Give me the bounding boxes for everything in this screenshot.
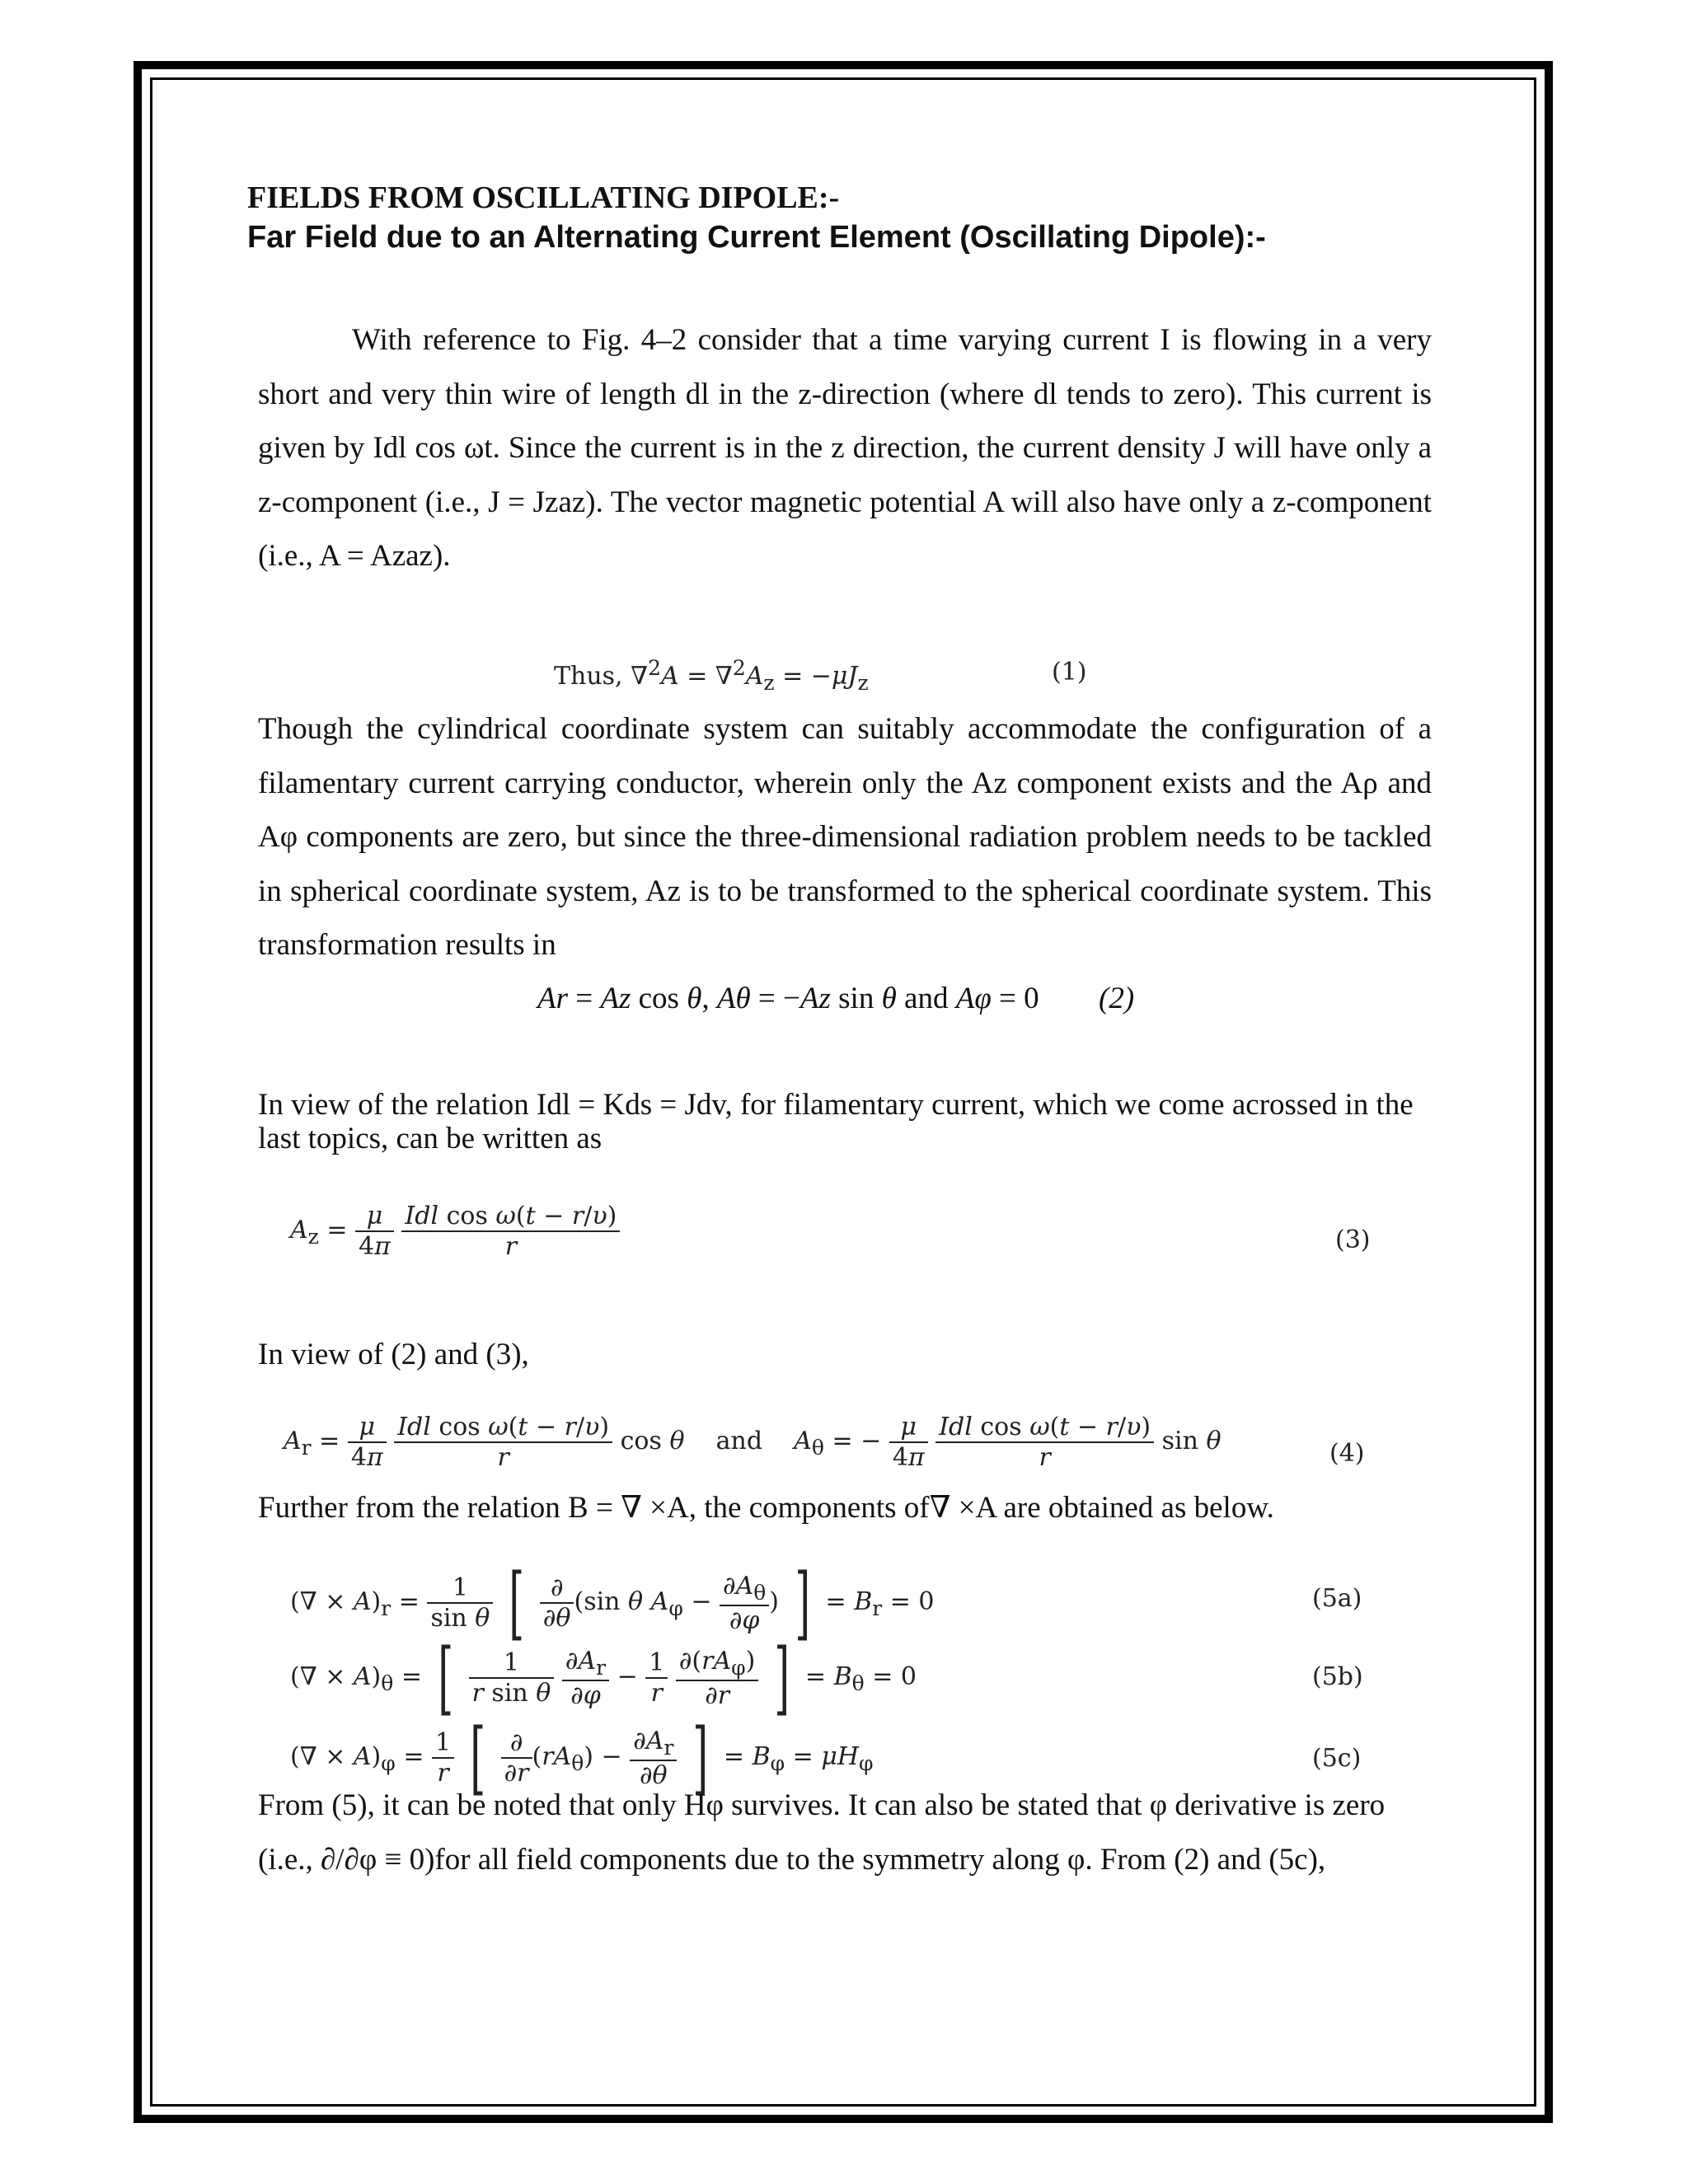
equation-4: $A_r$ = $\frac{\mu}{4\pi}$ $\frac{\text{Idl cos ω(t − r/υ)}}{r}$ cos θ and $A_\theta$ = − $\frac{\mu}{4\pi}$ $\frac{\text{Idl cos ω(t − r/υ)}}{r}$ sin θ [284, 1413, 1221, 1472]
paragraph-1: With reference to Fig. 4–2 consider that a time varying current I is flowing in a very short and very thin wire of length dl in the z-direction (where dl tends to zero). This current is given by Idl cos ωt. Since the current is in the z direction, the current density J will have only a z-component (i.e., J = Jzaz). The vector magnetic potential A will also have only a z-component (i.e., A = Azaz). [258, 323, 1432, 573]
equation-4-label: (4) [1329, 1439, 1365, 1468]
equation-1: Thus, $\nabla^2A = \nabla^2A_z = -\mu J_z$ [554, 656, 869, 695]
equation-3-label: (3) [1335, 1226, 1371, 1254]
equation-5a-label: (5a) [1312, 1584, 1362, 1613]
equation-1-label: (1) [1052, 658, 1087, 687]
equation-5c: (∇ × $A)_\varphi$ = $\frac{1}{r}$ [ $\frac{\partial}{\partial r}$ $(rA_\theta)$ − $\frac{\partial A_r}{\partial\theta}$ ] = $B_\varphi = \mu H_\varphi$ [290, 1712, 874, 1804]
equation-2-label: (2) [1099, 982, 1135, 1015]
paragraph-2: Though the cylindrical coordinate system can suitably accommodate the configuration of a filamentary current carrying conductor, wherein only the Az component exists and the Aρ and Aφ components are zero, but since the three-dimensional radiation problem needs to be tackled in spherical coordinate system, Az is to be transformed to the spherical coordinate system. This transformation results in [258, 712, 1432, 962]
paragraph-4: In view of (2) and (3), [258, 1338, 529, 1371]
equation-3: $A_z$ = $\frac{\mu}{4\pi}$ $\frac{\text{Idl cos ω(t − r/υ)}}{r}$ [290, 1202, 620, 1261]
equation-2: Ar = Az cos θ, Aθ = −Az sin θ and Aφ = 0 [537, 982, 1039, 1015]
paragraph-6: From (5), it can be noted that only Hφ survives. It can also be stated that φ derivative is zero (i.e., ∂/∂φ ≡ 0)for all field components due to the symmetry along φ. From (2) and (5c), [258, 1788, 1386, 1877]
paragraph-3: In view of the relation Idl = Kds = Jdv, for filamentary current, which we come acrossed in the last topics, can be written as [258, 1088, 1414, 1155]
section-title: FIELDS FROM OSCILLATING DIPOLE:- [247, 180, 840, 215]
equation-5c-label: (5c) [1312, 1744, 1362, 1773]
equation-5a: (∇ × $A)_r$ = $\frac{1}{\text{sin θ}}$ [ $\frac{\partial}{\partial\theta}$ (sin θ $A_\varphi$ − $\frac{\partial A_\theta}{\partial\varphi}$ ) ] = $B_r = 0$ [290, 1557, 935, 1649]
paragraph-5: Further from the relation B = ∇ ×A, the components of∇ ×A are obtained as below. [258, 1491, 1274, 1525]
equation-5b: (∇ × $A)_\theta$ = [ $\frac{1}{\text{r sin θ}}$ $\frac{\partial A_r}{\partial\varphi}$ − $\frac{1}{r}$ $\frac{\partial(rA_\varphi)}{\partial r}$ ] = $B_\theta = 0$ [290, 1632, 917, 1724]
equation-5b-label: (5b) [1312, 1662, 1363, 1691]
section-subtitle: Far Field due to an Alternating Current Element (Oscillating Dipole):- [247, 220, 1266, 255]
